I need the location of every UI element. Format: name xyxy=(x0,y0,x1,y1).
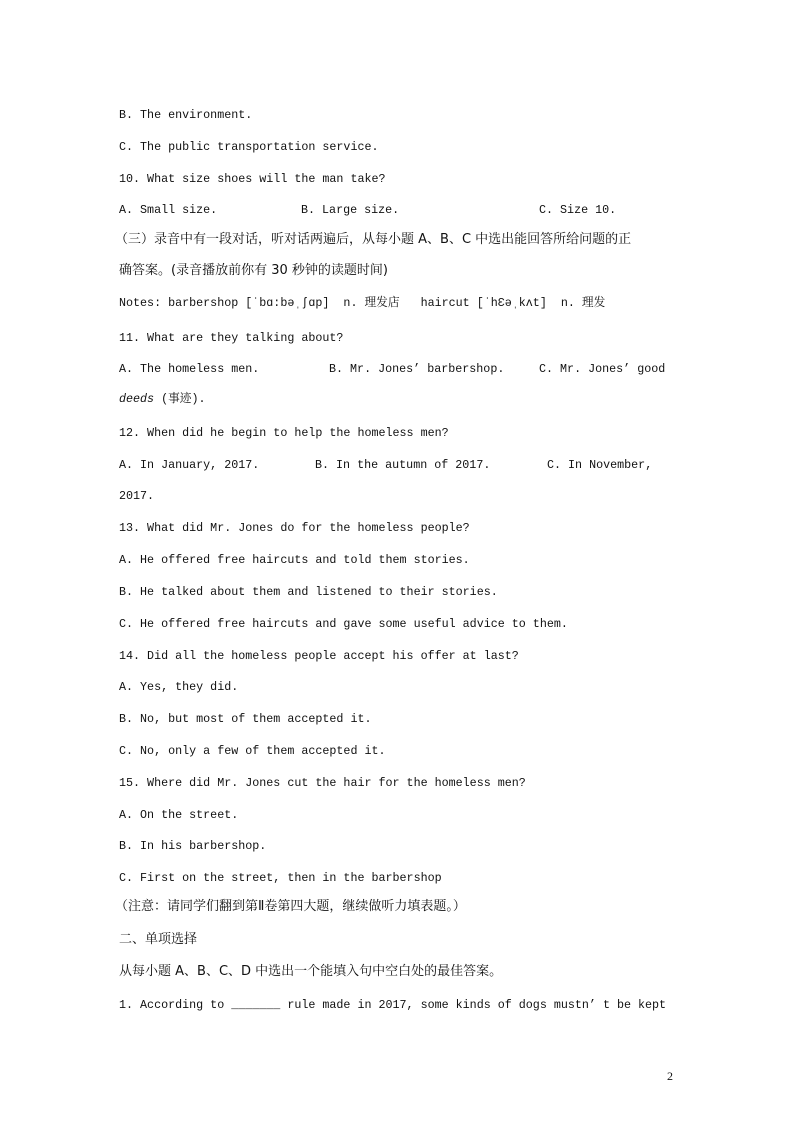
option-line: C. The public transportation service. xyxy=(119,140,379,154)
section-3-instruction: （三）录音中有一段对话，听对话两遍后，从每小题 A、B、C 中选出能回答所给问题的正 xyxy=(115,232,632,247)
option-c: C. In November, xyxy=(547,458,653,472)
option-b: B. He talked about them and listened to their stories. xyxy=(119,585,498,599)
option-b: B. Large size. xyxy=(301,203,400,217)
gloss: (事迹). xyxy=(154,392,206,406)
option-b: B. No, but most of them accepted it. xyxy=(119,712,372,726)
question-11: 11. What are they talking about? xyxy=(119,331,344,345)
question-14: 14. Did all the homeless people accept his offer at last? xyxy=(119,649,519,663)
option-c: C. First on the street, then in the barbershop xyxy=(119,871,442,885)
option-b: B. In his barbershop. xyxy=(119,839,267,853)
option-c-cont: 2017. xyxy=(119,489,155,503)
part-2-heading: 二、单项选择 xyxy=(119,932,198,947)
italic-word: deeds xyxy=(119,392,155,406)
option-a: A. Yes, they did. xyxy=(119,680,239,694)
mc-question-1: 1. According to _______ rule made in 2017, some kinds of dogs mustn’ t be kept xyxy=(119,998,667,1012)
option-a: A. On the street. xyxy=(119,808,239,822)
page-number: 2 xyxy=(667,1069,673,1083)
attention-note: （注意：请同学们翻到第Ⅱ卷第四大题，继续做听力填表题。） xyxy=(115,899,466,914)
option-c: C. Mr. Jones’ good xyxy=(539,362,666,376)
option-line: B. The environment. xyxy=(119,108,253,122)
option-a: A. In January, 2017. xyxy=(119,458,260,472)
option-b: B. In the autumn of 2017. xyxy=(315,458,491,472)
option-a: A. He offered free haircuts and told them stories. xyxy=(119,553,470,567)
option-a: A. The homeless men. xyxy=(119,362,260,376)
option-c-cont xyxy=(119,391,206,407)
option-a: A. Small size. xyxy=(119,203,218,217)
question-12: 12. When did he begin to help the homeless men? xyxy=(119,426,449,440)
part-2-instruction: 从每小题 A、B、C、D 中选出一个能填入句中空白处的最佳答案。 xyxy=(119,964,503,979)
option-b: B. Mr. Jones’ barbershop. xyxy=(329,362,505,376)
question-10: 10. What size shoes will the man take? xyxy=(119,172,386,186)
option-c: C. Size 10. xyxy=(539,203,617,217)
section-3-instruction-cont: 确答案。(录音播放前你有 30 秒钟的读题时间) xyxy=(119,263,388,278)
vocabulary-notes: Notes: barbershop [ˈbɑ:bəˌʃɑp] n. 理发店 haircut [ˈhƐəˌkʌt] n. 理发 xyxy=(119,296,606,310)
option-c: C. He offered free haircuts and gave some useful advice to them. xyxy=(119,617,568,631)
question-13: 13. What did Mr. Jones do for the homeless people? xyxy=(119,521,470,535)
question-15: 15. Where did Mr. Jones cut the hair for the homeless men? xyxy=(119,776,526,790)
option-c: C. No, only a few of them accepted it. xyxy=(119,744,386,758)
